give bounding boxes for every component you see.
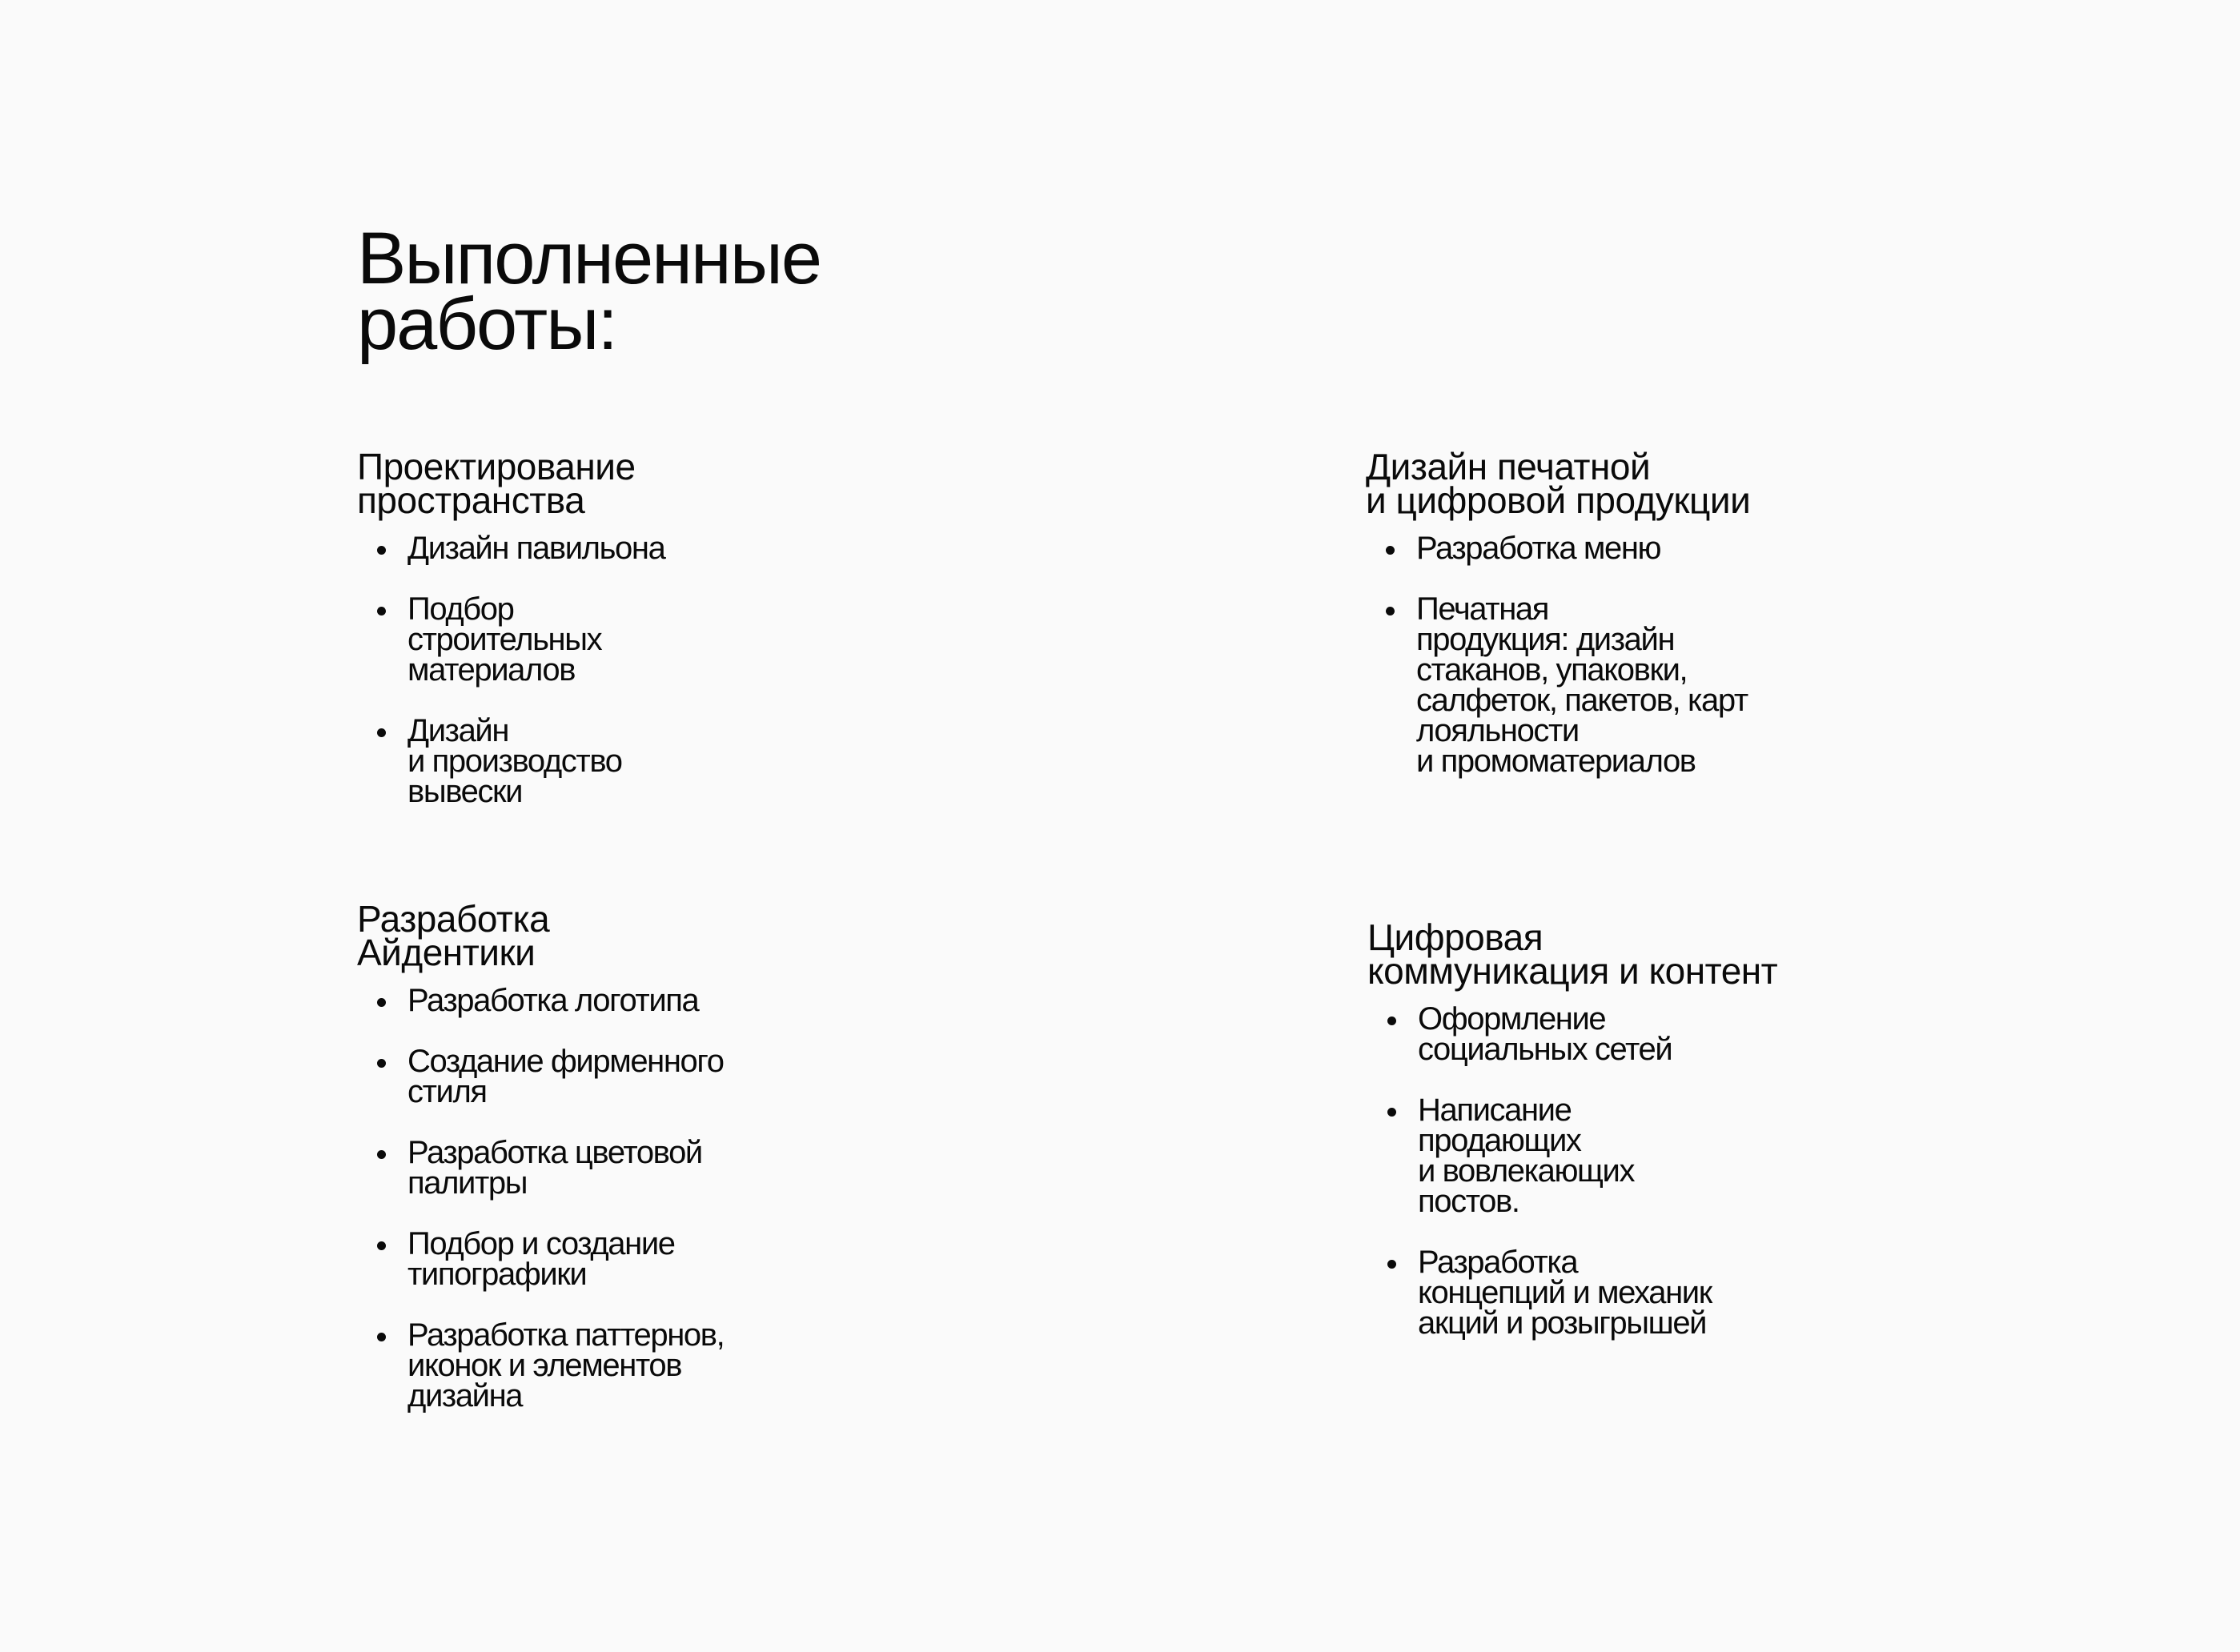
section-title: Разработка Айдентики <box>357 898 550 973</box>
list-item-text: Подбор и создание типографики <box>407 1226 675 1292</box>
list-item-text: Разработка концепций и механик акций и розыгрышей <box>1418 1245 1712 1341</box>
list-item-text: Разработка логотипа <box>407 983 699 1018</box>
list-item-text: Дизайн павильона <box>407 531 665 566</box>
list-item-text: Разработка цветовой палитры <box>407 1135 702 1201</box>
list-item-text: Создание фирменного стиля <box>407 1044 724 1109</box>
section-digital-communication <box>1367 916 1778 1341</box>
section-title: Проектирование пространства <box>357 446 636 521</box>
bullet-list <box>1366 531 1750 779</box>
list-item-text: Написание продающих и вовлекающих постов. <box>1418 1093 1635 1219</box>
bullet-list <box>357 985 724 1411</box>
section-print-digital-products <box>1366 446 1751 779</box>
list-item <box>1367 1245 1777 1341</box>
section-space-design <box>357 446 665 809</box>
list-item <box>1367 1095 1777 1217</box>
section-identity <box>357 898 725 1413</box>
list-item <box>357 591 664 688</box>
section-title: Цифровая коммуникация и контент <box>1367 916 1778 992</box>
list-item <box>1366 591 1750 779</box>
list-item-text: Дизайн и производство вывески <box>407 713 622 809</box>
list-item <box>1366 531 1750 566</box>
list-item <box>357 1046 724 1107</box>
section-title: Дизайн печатной и цифровой продукции <box>1366 446 1751 521</box>
list-item-text: Разработка меню <box>1416 531 1661 566</box>
list-item <box>357 1226 724 1292</box>
list-item <box>357 713 664 809</box>
list-item <box>357 531 665 566</box>
list-item <box>1367 1001 1777 1067</box>
list-item <box>357 1135 724 1201</box>
list-item-text: Подбор строительных материалов <box>407 591 602 688</box>
page-title: Выполненные работы: <box>357 218 821 365</box>
list-item-text: Разработка паттернов, иконок и элементов дизайна <box>407 1317 725 1413</box>
bullet-list <box>357 533 664 807</box>
bullet-list <box>1367 1001 1777 1341</box>
list-item-text: Оформление социальных сетей <box>1418 1001 1672 1067</box>
list-item-text: Печатная продукция: дизайн стаканов, упаковки, салфеток, пакетов, карт лояльности и промоматериалов <box>1416 591 1748 779</box>
list-item <box>357 985 724 1016</box>
list-item <box>357 1317 725 1413</box>
